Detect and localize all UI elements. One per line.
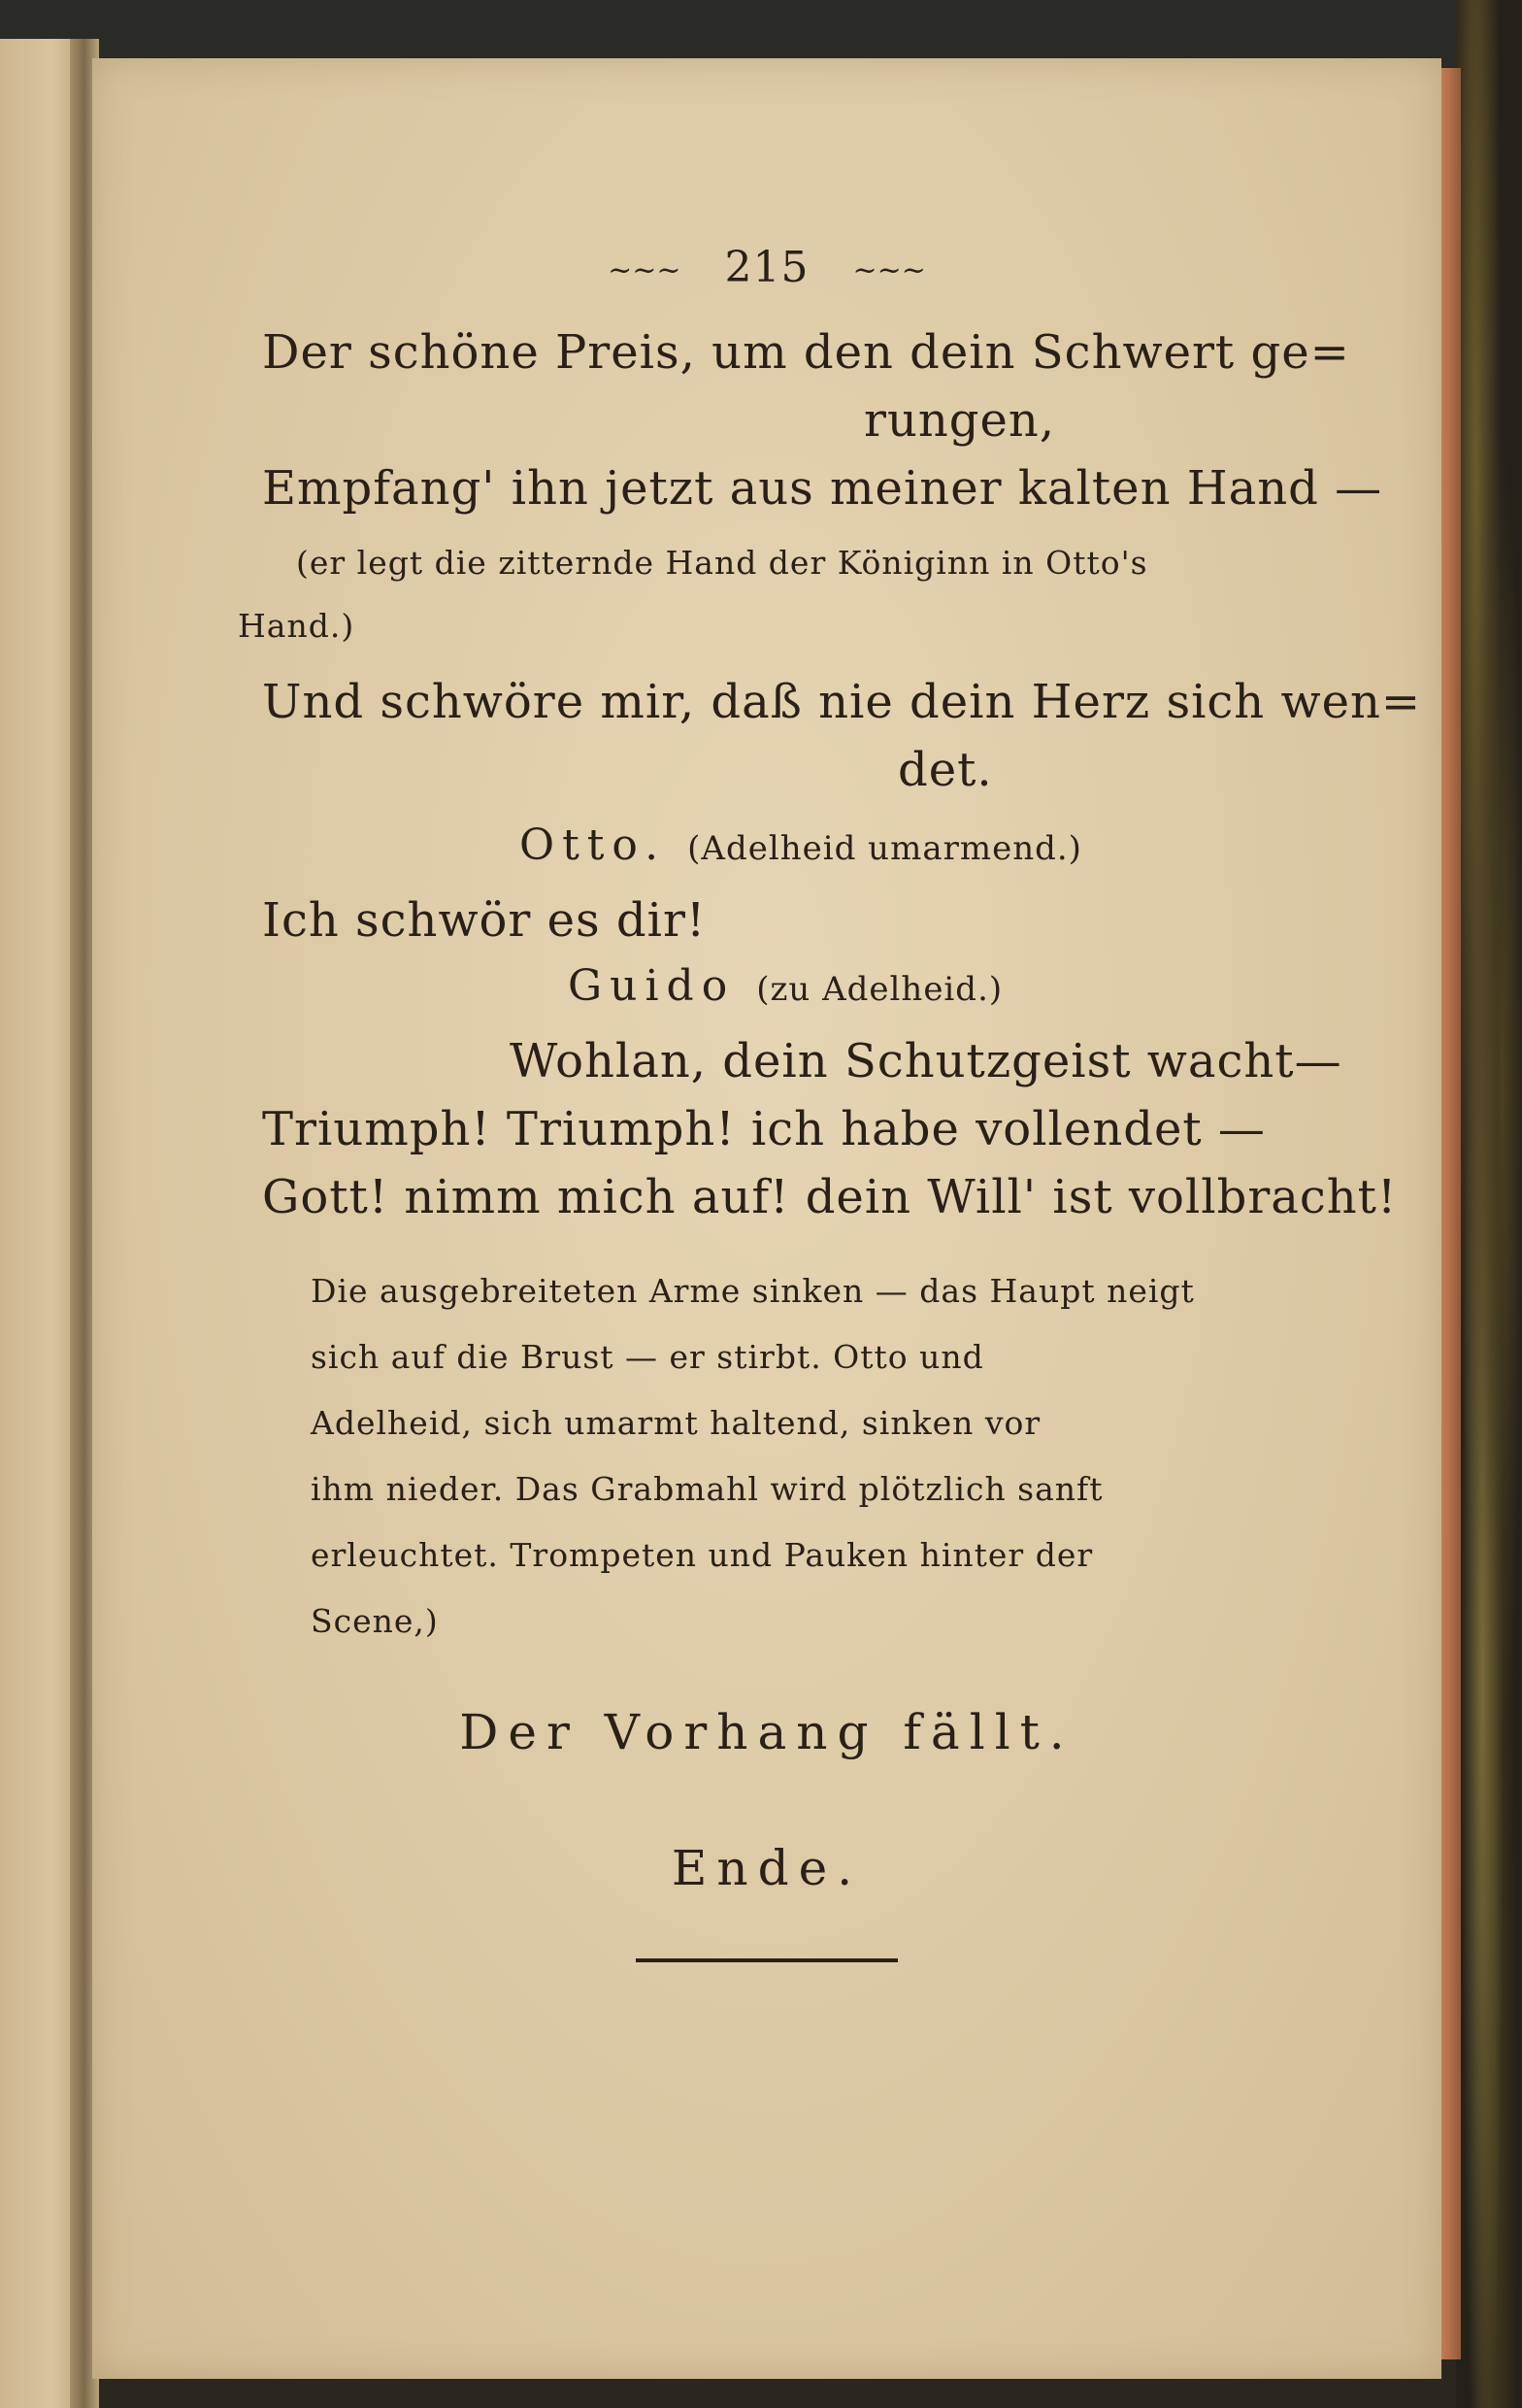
verse-line: Gott! nimm mich auf! dein Will' ist vollbracht! [262,1170,1398,1224]
stage-direction-line: Scene,) [311,1602,439,1640]
verse-line: Und schwöre mir, daß nie dein Herz sich wen= [262,675,1422,729]
speaker-otto [519,820,1082,870]
inline-stage-direction: Hand.) [238,607,355,645]
verse-line: Triumph! Triumph! ich habe vollendet — [262,1102,1266,1156]
curtain-falls: Der Vorhang fällt. [459,1704,1075,1760]
stage-direction-line: sich auf die Brust — er stirbt. Otto und [311,1338,984,1376]
marbled-cover-board [1456,0,1522,2408]
stage-direction-line: erleuchtet. Trompeten und Pauken hinter der [311,1536,1094,1574]
verse-line: rungen, [864,393,1056,448]
speaker-guido [568,961,1003,1011]
verse-line: det. [898,743,993,797]
inline-stage-direction: (er legt die zitternde Hand der Königinn in Otto's [296,544,1148,582]
speaker-name: Guido [568,961,736,1011]
stage-direction-line: ihm nieder. Das Grabmahl wird plötzlich sanft [311,1470,1104,1508]
header-ornament-left: ~~~ [608,253,681,287]
verse-line: Empfang' ihn jetzt aus meiner kalten Hand — [262,461,1383,516]
end-rule [636,1958,898,1962]
verse-line: Ich schwör es dir! [262,893,707,948]
page-text [92,58,1441,2379]
book-page [92,58,1441,2379]
page-header [92,243,1441,292]
header-ornament-right: ~~~ [852,253,926,287]
speaker-direction: (zu Adelheid.) [756,970,1004,1009]
verse-line: Wohlan, dein Schutzgeist wacht— [510,1034,1342,1088]
stage-direction-line: Adelheid, sich umarmt haltend, sinken vor [311,1404,1042,1442]
stage-direction-line: Die ausgebreiteten Arme sinken — das Haupt neigt [311,1272,1195,1310]
verse-line: Der schöne Preis, um den dein Schwert ge= [262,325,1350,380]
end-title: Ende. [671,1840,863,1896]
speaker-name: Otto. [519,820,667,870]
page-number: 215 [724,243,810,292]
speaker-direction: (Adelheid umarmend.) [687,829,1082,868]
